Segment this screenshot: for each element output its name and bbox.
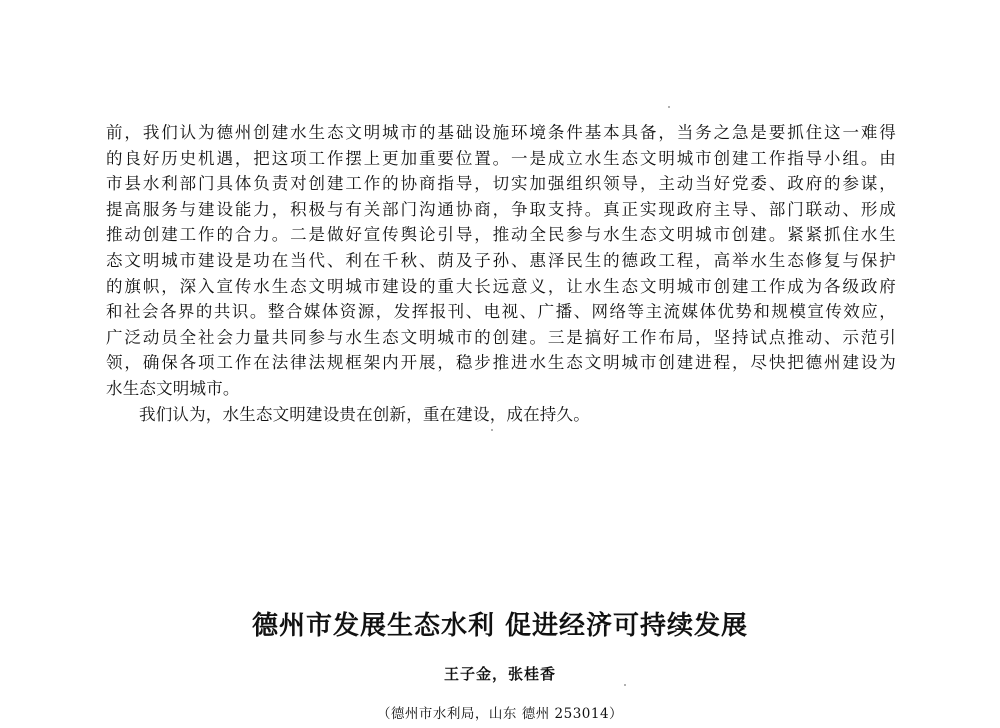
paragraph-line: 的良好历史机遇，把这项工作摆上更加重要位置。一是成立水生态文明城市创建工作指导小组。由 xyxy=(106,148,896,168)
paragraph-line: 市县水利部门具体负责对创建工作的协商指导，切实加强组织领导，主动当好党委、政府的参谋， xyxy=(106,174,896,194)
paragraph-line: 领，确保各项工作在法律法规框架内开展，稳步推进水生态文明城市创建进程，尽快把德州建设为 xyxy=(106,353,896,373)
scan-speck xyxy=(491,429,493,431)
paragraph-line: 提高服务与建设能力，积极与有关部门沟通协商，争取支持。真正实现政府主导、部门联动、形成 xyxy=(106,199,896,219)
paragraph-line: 和社会各界的共识。整合媒体资源，发挥报刊、电视、广播、网络等主流媒体优势和规模宣传效应， xyxy=(106,302,896,322)
paragraph-line: 的旗帜，深入宣传水生态文明城市建设的重大长远意义，让水生态文明城市创建工作成为各级政府 xyxy=(106,276,896,296)
scan-speck xyxy=(668,106,670,108)
paragraph-line: 水生态文明城市。 xyxy=(106,378,240,398)
paragraph-line: 广泛动员全社会力量共同参与水生态文明城市的创建。三是搞好工作布局，坚持试点推动、示范引 xyxy=(106,327,896,347)
closing-sentence: 我们认为，水生态文明建设贵在创新，重在建设，成在持久。 xyxy=(139,404,590,424)
article-title: 德州市发展生态水利 促进经济可持续发展 xyxy=(251,611,749,641)
article-authors: 王子金，张桂香 xyxy=(443,665,556,683)
scan-speck xyxy=(624,684,626,686)
paragraph-line: 前，我们认为德州创建水生态文明城市的基础设施环境条件基本具备，当务之急是要抓住这一难得 xyxy=(106,123,896,142)
author-affiliation: （德州市水利局，山东 德州 253014） xyxy=(376,706,624,722)
paragraph-line: 态文明城市建设是功在当代、利在千秋、荫及子孙、惠泽民生的德政工程，高举水生态修复与保护 xyxy=(106,250,896,270)
paragraph-line: 推动创建工作的合力。二是做好宣传舆论引导，推动全民参与水生态文明城市创建。紧紧抓住水生 xyxy=(106,225,896,245)
body-paragraph xyxy=(106,120,896,427)
